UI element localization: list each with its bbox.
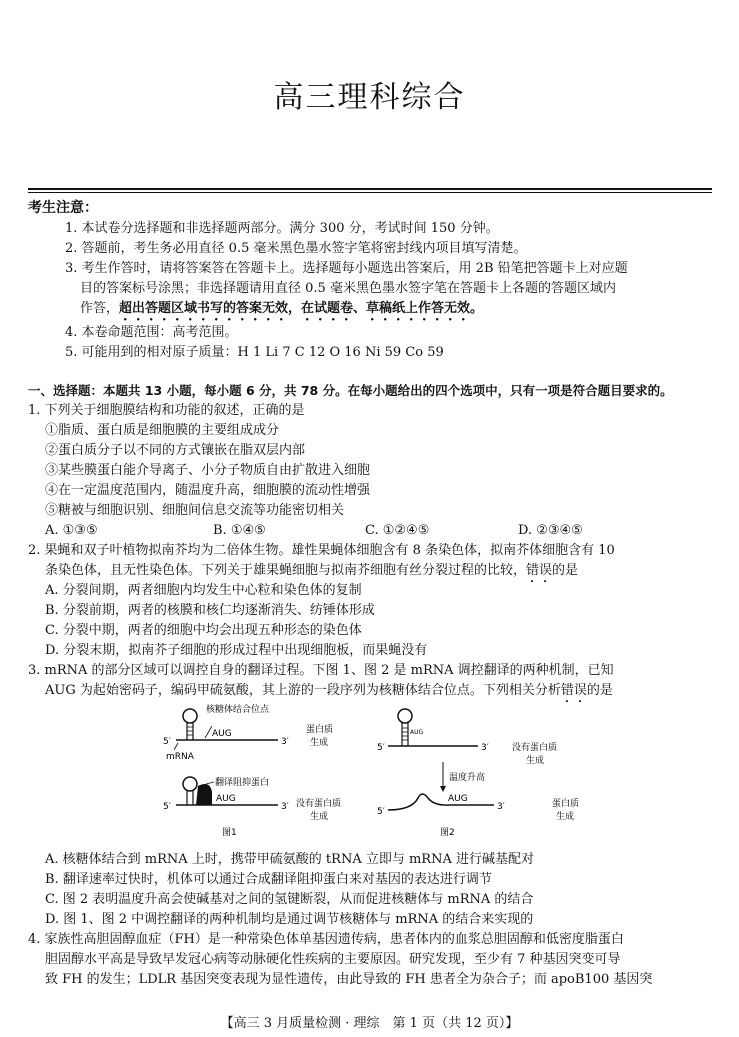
fig2-top [377, 709, 557, 792]
notice-item-3-tail: 作答， [80, 301, 120, 316]
q1-item-1: ①脂质、蛋白质是细胞膜的主要组成成分 [45, 423, 280, 438]
notice-item-3-cont: 目的答案标号涂黑；非选择题请用直径 0.5 毫米黑色墨水签字笔在答题卡上各题的答题区域内 [80, 281, 616, 296]
q2-option-c: C. 分裂中期，两者的细胞中均会出现五种形态的染色体 [45, 623, 362, 638]
q1-option-d: D. ②③④⑤ [518, 523, 583, 538]
fig1-rbs-label: 核糖体结合位点 [206, 705, 270, 715]
notice-item-2: 2. 答题前，考生务必用直径 0.5 毫米黑色墨水签字笔将密封线内项目填写清楚。 [65, 241, 527, 256]
mrna-figure [160, 702, 590, 840]
fig2-3prime: 3′ [481, 743, 489, 753]
q4-stem-1: 4. 家族性高胆固醇血症（FH）是一种常染色体单基因遗传病，患者体内的血浆总胆固醇和低密度脂蛋白 [28, 932, 624, 947]
section-heading: 一、选择题：本题共 13 小题，每小题 6 分，共 78 分。在每小题给出的四个选项中，只有一项是符合题目要求的。 [28, 383, 673, 398]
q3-emphasis: 错误 [560, 683, 587, 698]
fig1-stem-loop [183, 709, 197, 723]
q3-option-a: A. 核糖体结合到 mRNA 上时，携带甲硫氨酸的 tRNA 立即与 mRNA 进行碱基配对 [45, 852, 534, 867]
q2-option-d: D. 分裂末期，拟南芥子细胞的形成过程中出现细胞板，而果蝇没有 [45, 643, 428, 658]
fig1-inhibitor-label: 翻译阻抑蛋白 [215, 778, 270, 788]
q1-item-3: ③某些膜蛋白能介导离子、小分子物质自由扩散进入细胞 [45, 463, 371, 478]
fig2-stem-aug: AUG [410, 729, 424, 736]
fig2-bottom [377, 794, 579, 838]
q3-stem-2-end: 的是 [586, 683, 613, 698]
header-rule-thin [28, 192, 712, 193]
q4-stem-3: 致 FH 的发生；LDLR 基因突变表现为显性遗传，由此导致的 FH 患者全为杂合子；而 apoB100 基因突 [45, 972, 653, 987]
fig2-result-top-2: 生成 [526, 756, 545, 766]
repressor-protein [196, 784, 212, 805]
fig2-unfolded-mrna [388, 794, 494, 810]
q1-stem: 1. 下列关于细胞膜结构和功能的叙述，正确的是 [28, 403, 305, 418]
q3-option-d: D. 图 1、图 2 中调控翻译的两种机制均是通过调节核糖体与 mRNA 的结合来实现的 [45, 912, 534, 927]
fig1-bottom-3prime: 3′ [281, 802, 289, 812]
fig2-5prime: 5′ [377, 743, 385, 753]
fig2-temp-label: 温度升高 [449, 773, 486, 783]
notice-item-1: 1. 本试卷分选择题和非选择题两部分。满分 300 分，考试时间 150 分钟。 [65, 221, 499, 236]
fig1-bottom-aug: AUG [216, 794, 236, 804]
q2-stem-1: 2. 果蝇和双子叶植物拟南芥均为二倍体生物。雄性果蝇体细胞含有 8 条染色体，拟南芥体细胞含有 10 [28, 543, 615, 558]
fig2-bottom-aug: AUG [448, 794, 468, 804]
fig1-caption: 图1 [222, 828, 237, 838]
q2-option-b: B. 分裂前期，两者的核膜和核仁均逐渐消失、纺锤体形成 [45, 603, 375, 618]
fig1-mrna-label: mRNA [166, 752, 194, 762]
q3-option-b: B. 翻译速率过快时，机体可以通过合成翻译阻抑蛋白来对基因的表达进行调节 [45, 872, 492, 887]
q3-stem-2-text: AUG 为起始密码子，编码甲硫氨酸，其上游的一段序列为核糖体结合位点。下列相关分析 [45, 683, 561, 698]
q1-option-a: A. ①③⑤ [45, 523, 98, 538]
fig2-caption: 图2 [440, 828, 455, 838]
q3-option-c: C. 图 2 表明温度升高会使碱基对之间的氢键断裂，从而促进核糖体与 mRNA 的结合 [45, 892, 534, 907]
fig1-aug-label: AUG [212, 729, 232, 739]
fig2-result-bottom-2: 生成 [556, 812, 575, 822]
q4-stem-2: 胆固醇水平高是导致早发冠心病等动脉硬化性疾病的主要原因。研究发现，至少有 7 种基因突变可导 [45, 952, 621, 967]
fig1-3prime: 3′ [281, 737, 289, 747]
q2-stem-2-end: 的是 [552, 563, 579, 578]
notice-heading: 考生注意： [28, 200, 98, 216]
fig1-result-top-1: 蛋白质 [306, 725, 334, 735]
fig1-top [163, 703, 333, 762]
notice-item-4: 4. 本卷命题范围：高考范围。 [65, 325, 238, 340]
fig1-bottom [163, 776, 341, 838]
q1-option-b: B. ①④⑤ [213, 523, 266, 538]
q1-item-2: ②蛋白质分子以不同的方式镶嵌在脂双层内部 [45, 443, 306, 458]
fig2-bottom-3prime: 3′ [497, 802, 505, 812]
page-title: 高三理科综合 [273, 80, 466, 115]
notice-item-3: 3. 考生作答时，请将答案答在答题卡上。选择题每小题选出答案后，用 2B 铅笔把答题卡上对应题 [65, 261, 628, 276]
q3-stem-1: 3. mRNA 的部分区域可以调控自身的翻译过程。下图 1、图 2 是 mRNA 调控翻译的两种机制，已知 [28, 663, 614, 678]
fig1-5prime: 5′ [163, 737, 171, 747]
q2-option-a: A. 分裂间期，两者细胞内均发生中心粒和染色体的复制 [45, 583, 362, 598]
fig2-result-top-1: 没有蛋白质 [512, 743, 558, 753]
fig2-result-bottom-1: 蛋白质 [552, 799, 580, 809]
q2-stem-2-text: 条染色体，且无性染色体。下列关于雄果蝇细胞与拟南芥细胞有丝分裂过程的比较， [45, 563, 527, 578]
page-footer: 【高三 3 月质量检测 · 理综 第 1 页（共 12 页）】 [220, 1016, 519, 1031]
notice-emphasis: 超出答题区域书写的答案无效，在试题卷、草稿纸上作答无效。 [119, 301, 484, 316]
q2-emphasis: 错误 [526, 563, 553, 578]
notice-item-3-cont2 [80, 300, 483, 324]
q1-item-5: ⑤糖被与细胞识别、细胞间信息交流等功能密切相关 [45, 503, 345, 518]
notice-item-5: 5. 可能用到的相对原子质量：H 1 Li 7 C 12 O 16 Ni 59 Co 59 [65, 345, 444, 360]
fig1-result-top-2: 生成 [310, 738, 329, 748]
fig1-result-bottom-2: 生成 [310, 812, 329, 822]
fig2-bottom-5prime: 5′ [377, 807, 385, 817]
q1-option-c: C. ①②④⑤ [365, 523, 430, 538]
q1-item-4: ④在一定温度范围内，随温度升高，细胞膜的流动性增强 [45, 483, 371, 498]
fig1-bottom-5prime: 5′ [163, 802, 171, 812]
header-rule [28, 188, 712, 190]
fig1-result-bottom-1: 没有蛋白质 [296, 799, 342, 809]
